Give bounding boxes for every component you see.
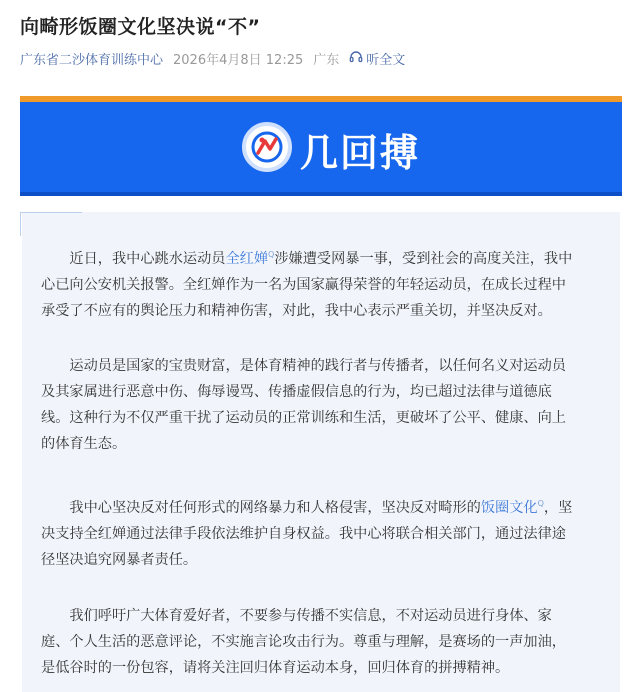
paragraph-line: 的体育生态。 [41,436,127,452]
page-title: 向畸形饭圈文化坚决说“不” [20,16,261,38]
paragraph-line: 心已向公安机关报警。全红婵作为一名为国家赢得荣誉的年轻运动员，在成长过程中 [41,277,566,293]
paragraph-line: 运动员是国家的宝贵财富，是体育精神的践行者与传播者，以任何名义对运动员 [69,358,566,374]
source-link[interactable]: 广东省二沙体育训练中心 [20,53,164,68]
article-corner-decoration [20,212,82,236]
paragraph-2 [41,353,611,457]
paragraph-line: 及其家属进行恶意中伤、侮辱谩骂、传播虚假信息的行为，均已超过法律与道德底 [41,384,552,400]
search-icon[interactable]: Q [537,499,544,508]
paragraph-line: 近日，我中心跳水运动员全红婵$^Q$涉嫌遭受网暴一事，受到社会的高度关注，我中 [69,250,573,267]
listen-button[interactable] [349,49,405,68]
paragraph-line: 决支持全红婵通过法律手段依法维护自身权益。我中心将联合相关部门，通过法律途 [41,526,566,542]
banner-image [20,96,622,196]
headphones-icon [349,50,366,68]
publish-datetime: 2026年4月8日 12:25 [173,53,304,68]
search-icon[interactable]: Q [268,250,275,259]
paragraph-line: 庭、个人生活的恶意评论，不实施言论攻击行为。尊重与理解，是赛场的一声加油， [41,634,566,650]
paragraph-line: 线。这种行为不仅严重干扰了运动员的正常训练和生活，更破坏了公平、健康、向上 [41,410,566,426]
listen-label: 听全文 [366,53,406,68]
paragraph-3 [41,491,611,573]
paragraph-line: 承受了不应有的舆论压力和精神伤害，对此，我中心表示严重关切，并坚决反对。 [41,303,552,319]
publish-location: 广东 [313,53,340,68]
paragraph-line: 我们呼吁广大体育爱好者，不要参与传播不实信息，不对运动员进行身体、家 [69,608,552,624]
logo-icon [242,122,292,172]
banner-text: 几回搏 [300,131,421,175]
banner-stripe-bottom [20,192,622,196]
paragraph-1 [41,242,611,324]
paragraph-4 [41,603,611,681]
paragraph-line: 径坚决追究网暴者责任。 [41,552,198,568]
keyword-link[interactable]: 全红婵 [225,251,269,267]
banner-stripe [20,96,622,102]
paragraph-line: 是低谷时的一份包容，请将关注回归体育运动本身，回归体育的拼搏精神。 [41,660,510,676]
paragraph-line: 我中心坚决反对任何形式的网络暴力和人格侵害，坚决反对畸形的饭圈文化$^Q$，坚 [69,499,573,516]
keyword-link[interactable]: 饭圈文化 [480,500,538,516]
article-meta [20,49,405,68]
